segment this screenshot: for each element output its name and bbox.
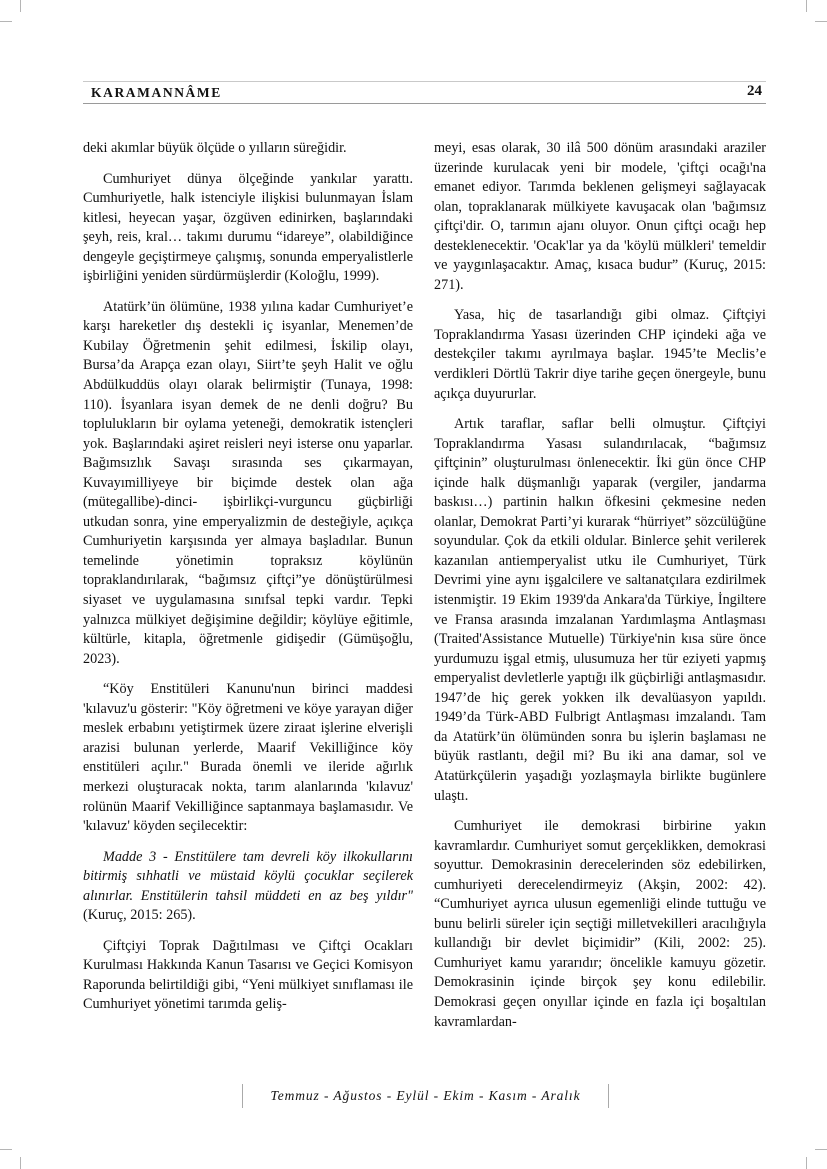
running-footer: [242, 1084, 609, 1108]
crop-mark: [815, 21, 827, 22]
journal-title: KARAMANNÂME: [91, 85, 222, 100]
left-column: [83, 139, 413, 1026]
crop-mark: [0, 21, 12, 22]
paragraph: meyi, esas olarak, 30 ilâ 500 dönüm arasındaki araziler üzerinde kurulacak yeni bir modele, 'çiftçi ocağı'na emanet ediyor. Tarımda beklenen gelişmeyi sağlayacak olan, topraklanarak mülkiyete kavuşacak olan 'bağımsız çiftçi'dir. O, tarımın ajanı oluyor. Onun çiftçi ocağı hep desteklenecektir. 'Ocak'lar ya da 'köylü mülkleri' temeldir ve yaygınlaşacaktır. Amaç, kısaca budur” (Kuruç, 2015: 271).: [434, 140, 766, 293]
law-quote: [83, 848, 413, 926]
quote-italic-text: Madde 3 - Enstitülere tam devreli köy ilkokullarını bitirmiş sıhhatli ve müstaid köylü çocuklar seçilerek alınırlar. Enstitülerin tahsil müddeti en az beş yıldır": [83, 848, 413, 904]
crop-mark: [0, 1149, 12, 1150]
paragraph: “Köy Enstitüleri Kanunu'nun birinci maddesi 'kılavuz'u gösterir: "Köy öğretmeni ve köye yarayan diğer meslek erbabını yetiştirmek üzere ziraat işlerine elverişli arazisi bulunan yerlerde, Maarif Vekilliğince köy enstitüleri açılır." Burada önemli ve ileride ağırlık merkezi oluşturacak nokta, tarım alanlarında 'kılavuz' rolünün Maarif Vekilliğince saptanmaya başlamasıdır. Ve 'kılavuz' köyden seçilecektir:: [83, 681, 413, 835]
right-column: [434, 139, 766, 1043]
paragraph: Cumhuriyet ile demokrasi birbirine yakın kavramlardır. Cumhuriyet somut gerçeklikken, demokrasi soyuttur. Demokrasinin derecelerinden söz edebilirken, cumhuriyeti derecelendirmeyiz (Akşin, 2002: 42). “Cumhuriyet ayrıca ulusun egemenliği elinde tuttuğu ve bunu belirli süreler için seçtiği milletvekilleri aracılığıyla kullandığı bir devlet biçimidir” (Kili, 2002: 25). Cumhuriyet kamu yararıdır; öncelikle kamuyu gözetir. Demokrasinin içinde birçok şey konu edilebilir. Demokrasi geçen onyıllar içinde en fazla içi boşaltılan kavramlardan-: [434, 818, 766, 1030]
crop-mark: [806, 0, 807, 12]
paragraph: Cumhuriyet dünya ölçeğinde yankılar yarattı. Cumhuriyetle, halk istenciyle ilişkisi bulunmayan İslam kitlesi, heyecan yaşar, özgüven edinirken, başlarındaki şeyh, reis, kral… takımı durumu “idareye”, olabildiğince dengeyle geçiştirmeye çalışmış, sonunda emperyalistlerle işbirliğini yeniden sürdürmüşlerdir (Koloğlu, 1999).: [83, 170, 413, 285]
page-number: 24: [747, 83, 762, 99]
paragraph: Çiftçiyi Toprak Dağıtılması ve Çiftçi Ocakları Kurulması Hakkında Kanun Tasarısı ve Geçici Komisyon Raporunda belirtildiği gibi, “Yeni mülkiyet sınıflaması ile Cumhuriyet yönetimi tarımda geliş-: [83, 937, 413, 1013]
crop-mark: [20, 1157, 21, 1169]
issue-months: Temmuz - Ağustos - Eylül - Ekim - Kasım - Aralık: [270, 1088, 581, 1103]
paragraph: Artık taraflar, saflar belli olmuştur. Çiftçiyi Topraklandırma Yasası sulandırılacak, “bağımsız çiftçinin” oluşturulması önlenecektir. İki gün önce CHP içinde halk düşmanlığı yaparak (vergiler, jandarma baskısı…) partinin halkın öfkesini çekmesine neden olanlar, Demokrat Parti’yi kurarak “hürriyet” sözcülüğüne soyundular. Çok da etkili oldular. Binlerce şehit verilerek kazanılan antiemperyalist utku ile Cumhuriyet, Türk Devrimi yine aynı işgalcilere ve saltanatçılara ezdirilmek istenmiştir. 19 Ekim 1939'da Ankara'da Türkiye, İngiltere ve Fransa arasında imzalanan Yardımlaşma Antlaşması (Traited'Assistance Mutuelle) Türkiye'nin kısa süre önce yurdumuzu işgal etmiş, ulusumuza her tür eziyeti yapmış emperyalist devletlerle yaptığı ilk güçbirliği antlaşmasıdır. 1947’de hiç gerek yokken ilk devalüasyon yapıldı. 1949’da Türk-ABD Fulbrigt Antlaşması imzalandı. Tam da Atatürk’ün ölümünden sonra bu işlerin başlaması ne büyük rastlantı, değil mi? Bu iki ana damar, sol ve Atatürkçülerin yaşadığı yozlaşmayla birlikte bugünlere ulaştı.: [434, 416, 766, 804]
crop-mark: [806, 1157, 807, 1169]
paragraph: Atatürk’ün ölümüne, 1938 yılına kadar Cumhuriyet’e karşı hareketler dış destekli iç isyanlar, Menemen’de Kubilay Öğretmenin şehit edilmesi, İskilip olayı, Bursa’da Arapça ezan olayı, Siirt’te şeyh Halit ve oğlu Abdülkuddüs olayı olarak belirmiştir (Tunaya, 1998: 110). İsyanlara isyan demek de ne denli doğru? Bu toplulukların bir oylama yeteneği, demokratik istençleri yok. Başlarındaki aşiret reisleri neyi isterse onu yaparlar. Bağımsızlık Savaşı sırasında ses çıkarmayan, Kuvayımilliyeye bir biçimde destek olan ağa (mütegallibe)-dinci- işbirlikçi-vurguncu güçbirliği utkudan sonra, yine emperyalizmin de desteğiyle, açıkça Cumhuriyetin karşısında yer almaya başladılar. Bunun temelinde yönetimin topraksız köylünün topraklandırılarak, “bağımsız çiftçi”ye dönüştürülmesi siyaset ve uygulamasına sınıfsal tepki vardır. Tepki yalnızca mülkiyet değişimine değildir; köylüye eğitimle, kültürle, kitapla, öğretmenle gidişedir (Gümüşoğlu, 2023).: [83, 298, 413, 667]
paragraph: Yasa, hiç de tasarlandığı gibi olmaz. Çiftçiyi Topraklandırma Yasası üzerinden CHP içindeki ağa ve destekçiler takımı ayrılmaya başlar. 1945’te Meclis’e verdikleri Dörtlü Takrir diye tarihe geçen önergeyle, bunu açıkça duyururlar.: [434, 307, 766, 402]
quote-citation: (Kuruç, 2015: 265).: [83, 907, 196, 924]
paragraph: deki akımlar büyük ölçüde o yılların süreğidir.: [83, 140, 347, 156]
crop-mark: [20, 0, 21, 12]
crop-mark: [815, 1149, 827, 1150]
running-header: [83, 81, 766, 104]
